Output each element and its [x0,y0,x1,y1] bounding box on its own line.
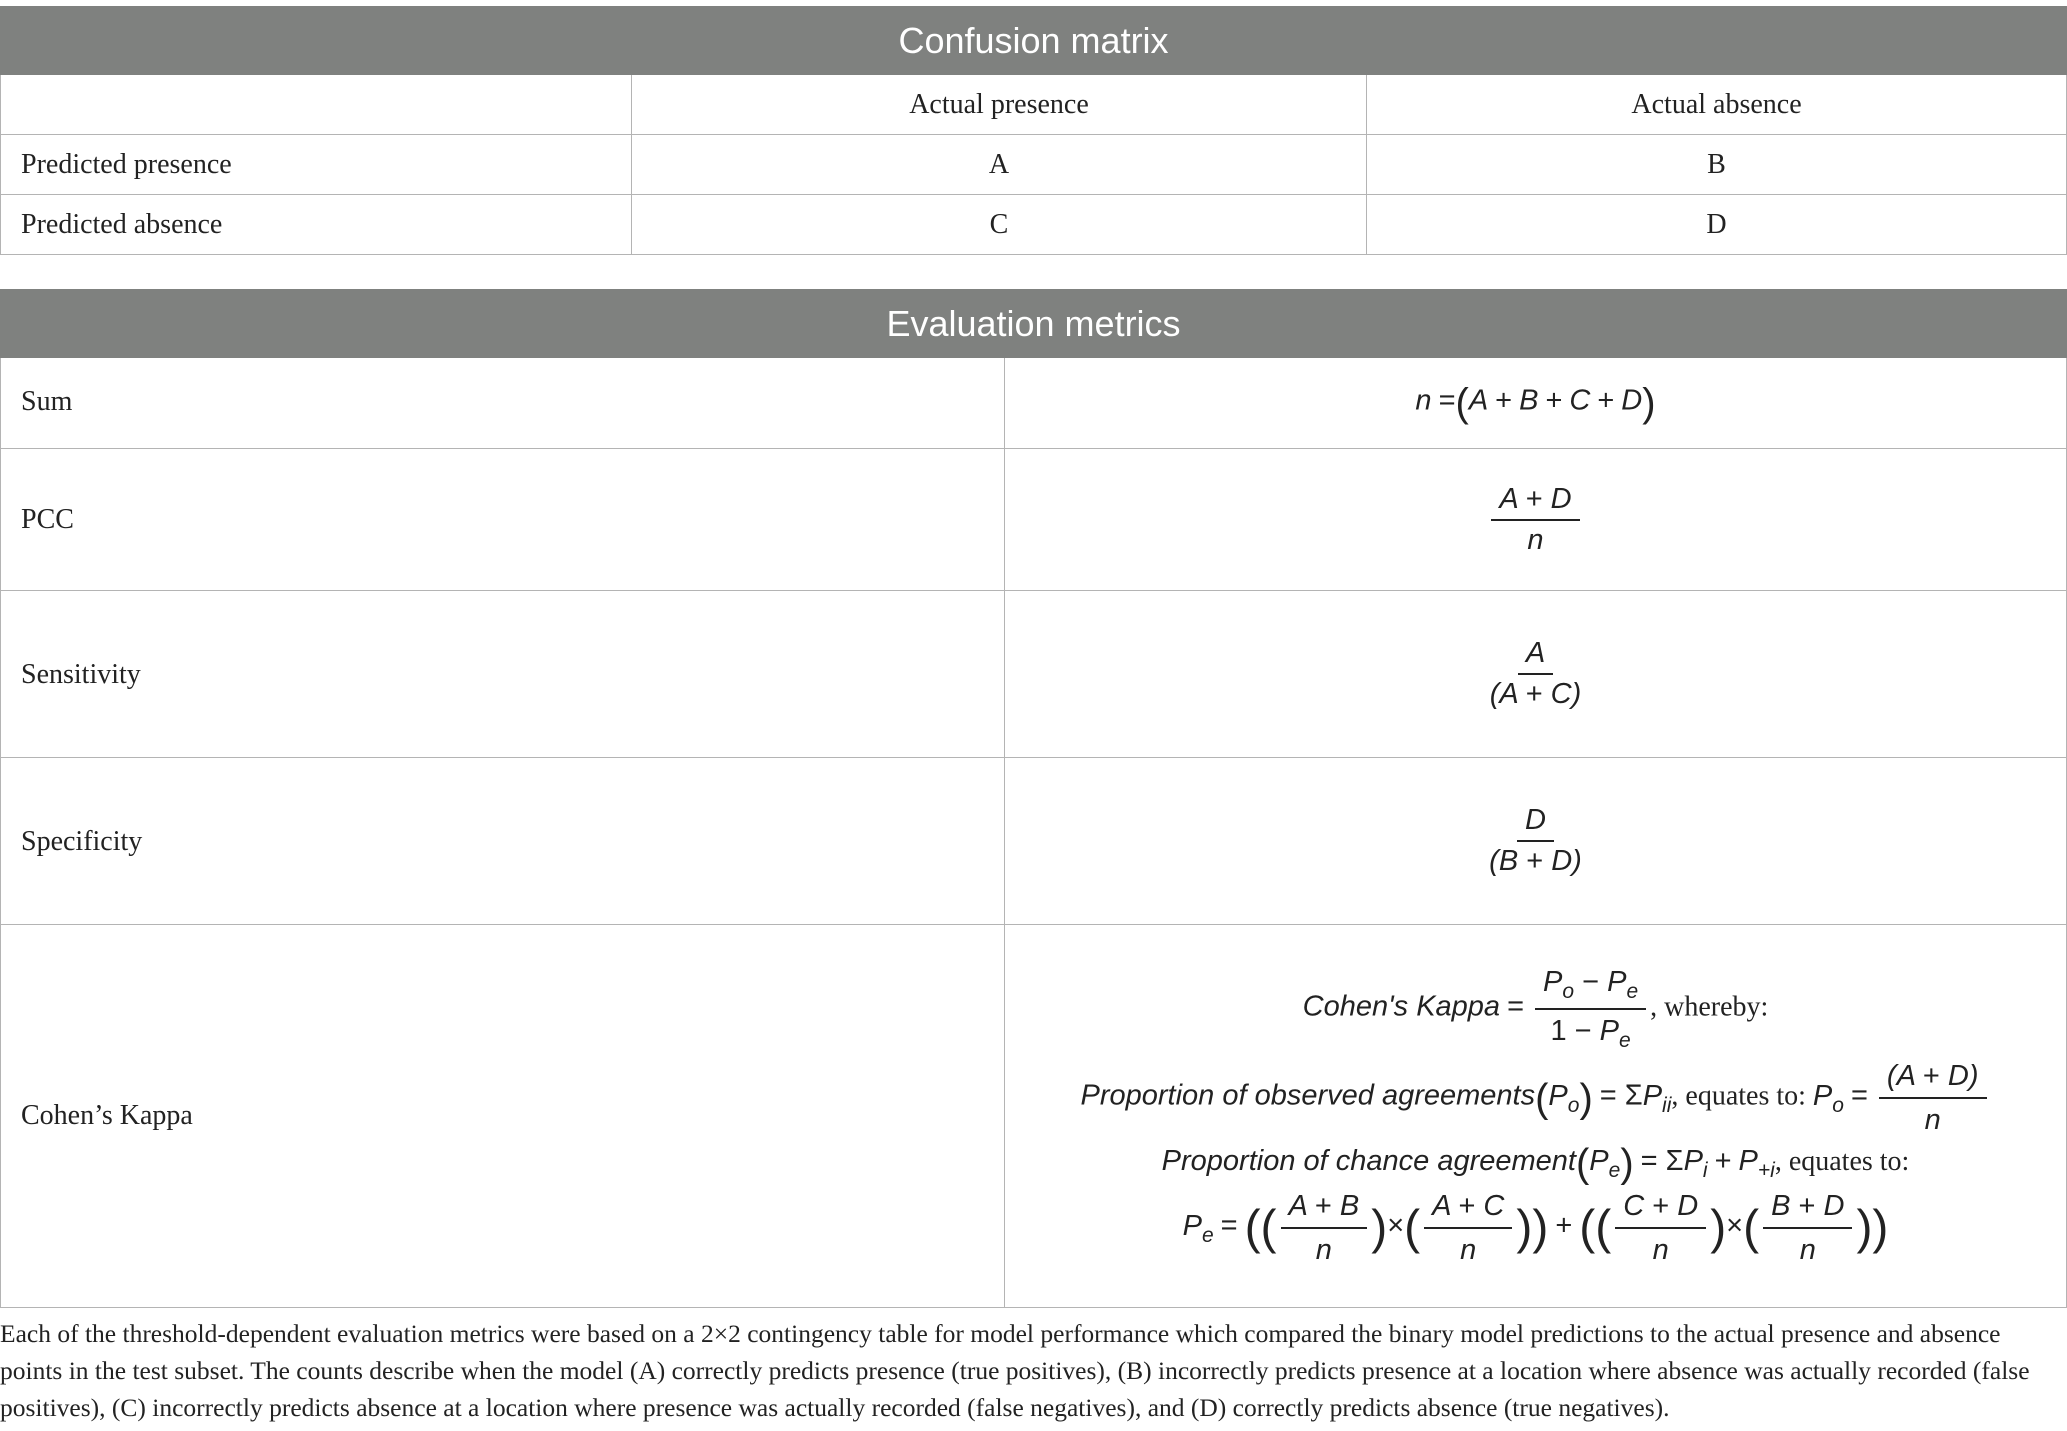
kappa-whereby-text: , whereby: [1650,991,1769,1023]
header-actual-presence: Actual presence [632,75,1367,135]
metric-label-sensitivity: Sensitivity [1,591,1005,758]
table-row [1,591,2067,758]
cell-d: D [1367,195,2067,255]
metric-label-pcc: PCC [1,449,1005,591]
formula-specificity: $\frac{D}{(B + D)}$ [1005,758,2067,925]
kappa-equates-text-1: , equates to: [1671,1080,1813,1112]
evaluation-metrics-table [0,289,2067,1308]
formula-pcc: $\frac{A + D}{n}$ [1005,449,2067,591]
header-cell-empty [1,75,632,135]
row-label-predicted-absence: Predicted absence [1,195,632,255]
kappa-observed-agreement: Proportion of observed $agreements(P_o) = \Sigma P_{ii}$, equates to: $P_o$ = $\frac{(A + D)}{n}$ [1025,1058,2046,1139]
formula-sensitivity: $\frac{A}{(A + C)}$ [1005,591,2067,758]
table-row [1,75,2067,135]
metric-label-cohens-kappa: Cohen’s Kappa [1,925,1005,1308]
table-footnote: Each of the threshold-dependent evaluation metrics were based on a 2×2 contingency table for model performance which compared the binary model predictions to the actual presence and absence points in the test subset. The counts describe when the model (A) correctly predicts presence (true positives), (B) incorrectly predicts presence at a location where absence was actually recorded (false positives), (C) incorrectly predicts absence at a location where presence was actually recorded (false negatives), and (D) correctly predicts absence (true negatives). [0,1319,2030,1422]
confusion-matrix-table [0,6,2067,255]
kappa-pe-formula: $P_e$ = (( $\frac{A + B}{n}$ )×( $\frac{A + C}{n}$ )) + (( $\frac{C + D}{n}$ )×( $\frac{B + D}{n}$ )) [1182,1189,1889,1267]
formula-sum: n =(A + B + C + D) [1005,358,2067,449]
table-row [1,195,2067,255]
table-row [1,358,2067,449]
row-label-predicted-presence: Predicted presence [1,135,632,195]
evaluation-metrics-title: Evaluation metrics [1,290,2067,358]
header-actual-absence: Actual absence [1367,75,2067,135]
confusion-matrix-title: Confusion matrix [1,7,2067,75]
kappa-chance-agreement: Proportion of chance $agreement(P_e) = \Sigma P_i + P_{+i}$, equates to: [1161,1141,1910,1186]
table-row [1,449,2067,591]
table-row [1,925,2067,1308]
cell-b: B [1367,135,2067,195]
cell-c: C [632,195,1367,255]
kappa-equates-text-2: , equates to: [1774,1145,1910,1177]
metric-label-specificity: Specificity [1,758,1005,925]
metric-label-sum: Sum [1,358,1005,449]
formula-cohens-kappa [1005,925,2067,1308]
kappa-definition: Cohen's Kappa = $\frac{P_o - P_e}{1 - P_e}$ , whereby: [1302,965,1769,1052]
table-row [1,135,2067,195]
table-row [1,758,2067,925]
cell-a: A [632,135,1367,195]
